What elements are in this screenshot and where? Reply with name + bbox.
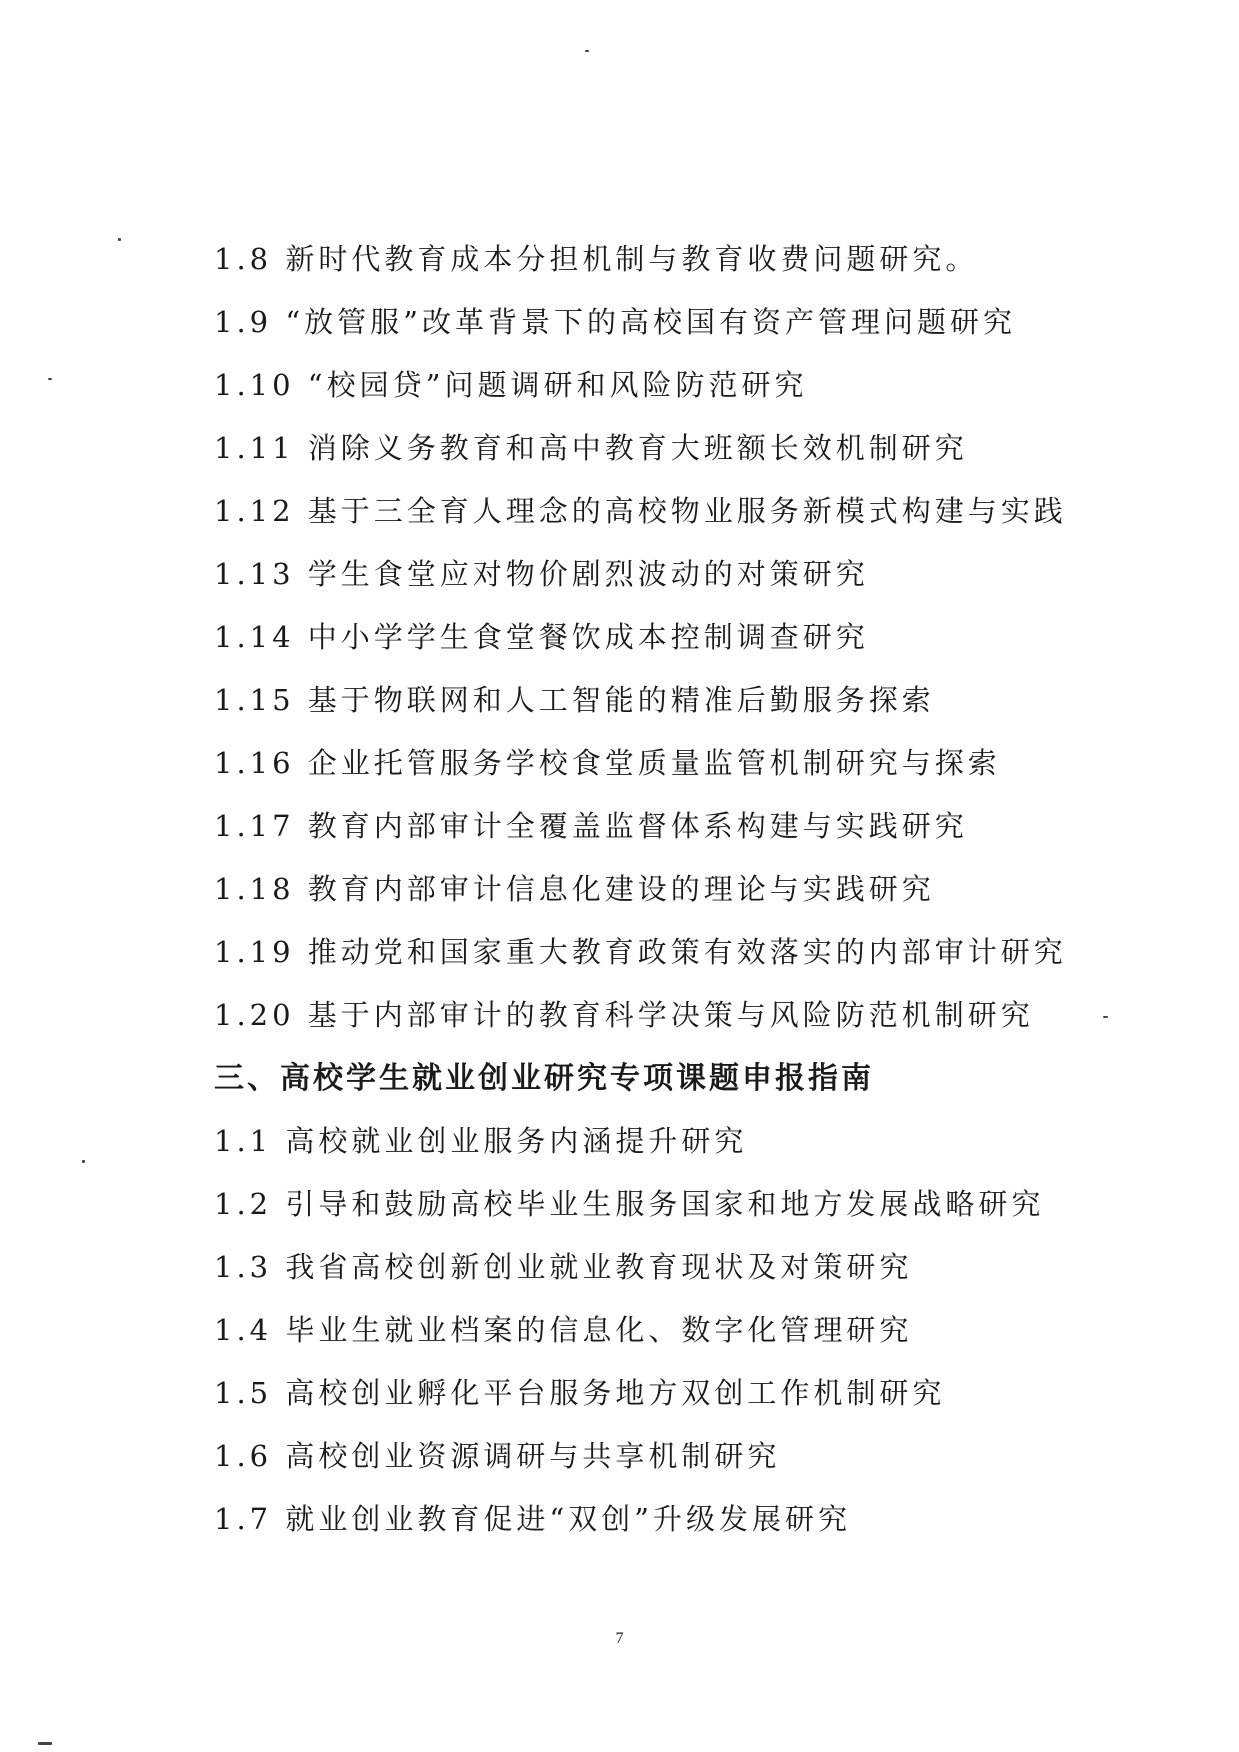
topic-item: 1.3 我省高校创新创业就业教育现状及对策研究 [214,1250,913,1284]
topic-item: 1.20 基于内部审计的教育科学决策与风险防范机制研究 [214,998,1034,1032]
topic-item: 1.4 毕业生就业档案的信息化、数字化管理研究 [214,1313,913,1347]
scan-speck [38,1742,52,1745]
topic-item: 1.12 基于三全育人理念的高校物业服务新模式构建与实践 [214,494,1067,528]
topic-item: 1.5 高校创业孵化平台服务地方双创工作机制研究 [214,1376,946,1410]
topic-item: 1.19 推动党和国家重大教育政策有效落实的内部审计研究 [214,935,1067,969]
topic-item: 1.1 高校就业创业服务内涵提升研究 [214,1124,748,1158]
scan-speck [585,50,589,52]
scan-speck [82,1160,85,1163]
topic-item: 1.10 “校园贷”问题调研和风险防范研究 [214,368,808,402]
topic-item: 1.18 教育内部审计信息化建设的理论与实践研究 [214,872,935,906]
topic-item: 1.9 “放管服”改革背景下的高校国有资产管理问题研究 [214,305,1016,339]
scan-speck [118,238,121,241]
topic-item: 1.8 新时代教育成本分担机制与教育收费问题研究。 [214,242,979,276]
topic-item: 1.13 学生食堂应对物价剧烈波动的对策研究 [214,557,869,591]
topic-item: 1.2 引导和鼓励高校毕业生服务国家和地方发展战略研究 [214,1187,1045,1221]
scan-speck [1103,1016,1108,1018]
topic-item: 1.16 企业托管服务学校食堂质量监管机制研究与探索 [214,746,1001,780]
topic-item: 1.15 基于物联网和人工智能的精准后勤服务探索 [214,683,935,717]
topic-item: 1.14 中小学学生食堂餐饮成本控制调查研究 [214,620,869,654]
scan-speck [48,378,52,380]
topic-item: 1.11 消除义务教育和高中教育大班额长效机制研究 [214,431,968,465]
topic-item: 1.7 就业创业教育促进“双创”升级发展研究 [214,1502,851,1536]
topic-item: 1.17 教育内部审计全覆盖监督体系构建与实践研究 [214,809,968,843]
page-number: 7 [615,1630,624,1647]
topic-item: 1.6 高校创业资源调研与共享机制研究 [214,1439,781,1473]
topic-list [214,228,1114,1551]
section-heading: 三、高校学生就业创业研究专项课题申报指南 [214,1061,874,1096]
